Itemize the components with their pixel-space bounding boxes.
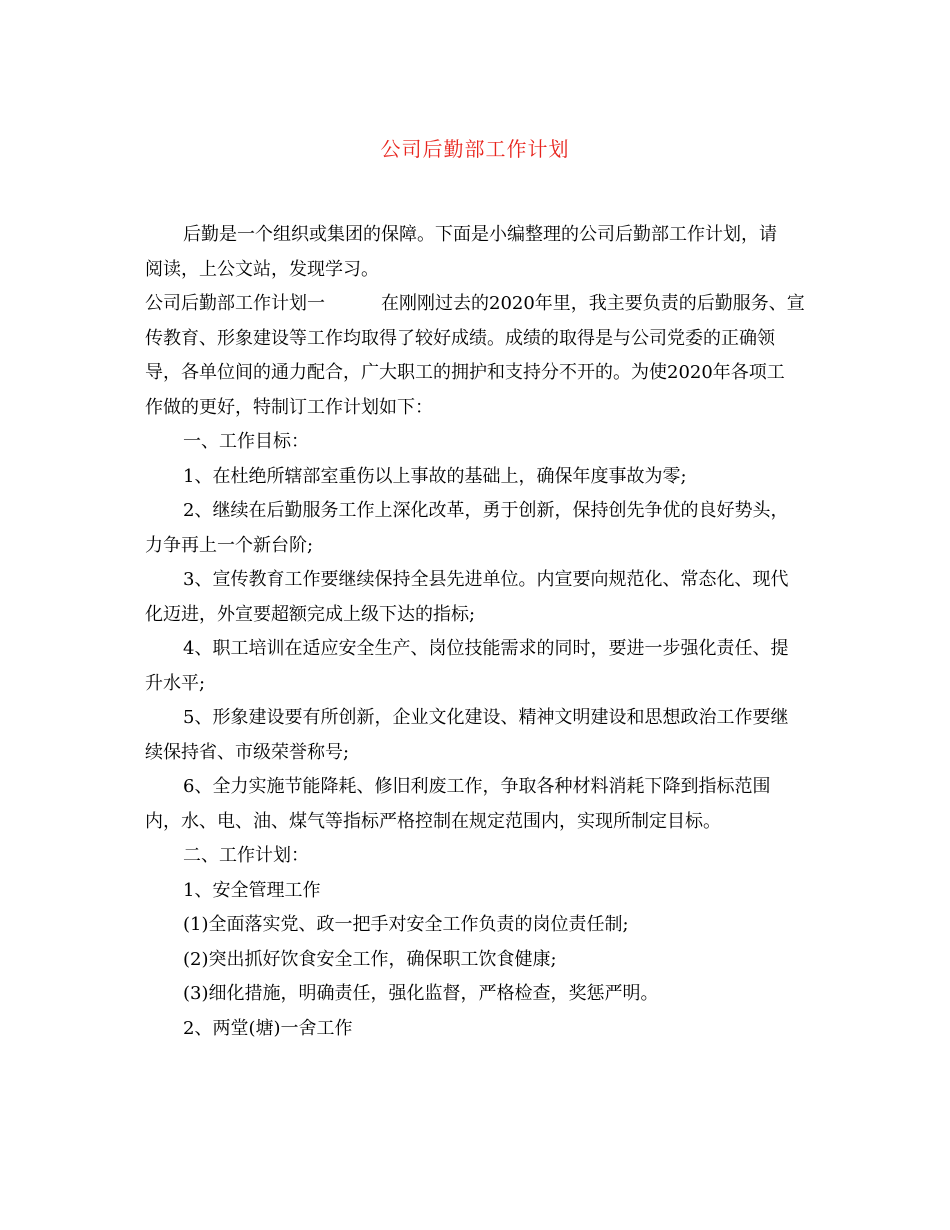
paragraph-line: 升水平;	[145, 672, 206, 694]
heading-line: 一、工作目标：	[183, 431, 309, 452]
list-item: 5、形象建设要有所创新，企业文化建设、精神文明建设和思想政治工作要继	[183, 707, 789, 728]
document-title: 公司后勤部工作计划	[380, 137, 570, 161]
list-item: (2)突出抓好饮食安全工作，确保职工饮食健康;	[183, 948, 557, 970]
list-item: 1、在杜绝所辖部室重伤以上事故的基础上，确保年度事故为零;	[183, 465, 687, 487]
paragraph-line: 力争再上一个新台阶;	[145, 534, 314, 556]
paragraph-line: 化迈进，外宣要超额完成上级下达的指标;	[145, 603, 476, 625]
list-item: (1)全面落实党、政一把手对安全工作负责的岗位责任制;	[183, 914, 629, 935]
heading-line: 二、工作计划：	[183, 845, 309, 866]
paragraph-line: 后勤是一个组织或集团的保障。下面是小编整理的公司后勤部工作计划，请	[183, 224, 777, 245]
list-item: 4、职工培训在适应安全生产、岗位技能需求的同时，要进一步强化责任、提	[183, 638, 789, 659]
list-item: 6、全力实施节能降耗、修旧利废工作，争取各种材料消耗下降到指标范围	[183, 776, 771, 797]
paragraph-line: 导，各单位间的通力配合，广大职工的拥护和支持分不开的。为使2020年各项工	[145, 362, 785, 383]
list-item: 3、宣传教育工作要继续保持全县先进单位。内宣要向规范化、常态化、现代	[183, 569, 789, 590]
paragraph-line: 作做的更好，特制订工作计划如下：	[145, 396, 433, 418]
paragraph-line	[145, 287, 810, 322]
section-heading: 公司后勤部工作计划一	[145, 293, 325, 314]
paragraph-line: 传教育、形象建设等工作均取得了较好成绩。成绩的取得是与公司党委的正确领	[145, 327, 775, 349]
paragraph-line: 内，水、电、油、煤气等指标严格控制在规定范围内，实现所制定目标。	[145, 810, 721, 832]
list-item: 1、安全管理工作	[183, 879, 321, 901]
document-body	[145, 218, 810, 1046]
paragraph-text: 在刚刚过去的2020年里，我主要负责的后勤服务、宣	[381, 293, 805, 314]
paragraph-line: 续保持省、市级荣誉称号;	[145, 741, 350, 763]
list-item: 2、两堂(塘)一舍工作	[183, 1017, 353, 1039]
list-item: (3)细化措施，明确责任，强化监督，严格检查，奖惩严明。	[183, 983, 659, 1004]
list-item: 2、继续在后勤服务工作上深化改革，勇于创新，保持创先争优的良好势头，	[183, 500, 789, 521]
paragraph-line: 阅读，上公文站，发现学习。	[145, 258, 379, 280]
